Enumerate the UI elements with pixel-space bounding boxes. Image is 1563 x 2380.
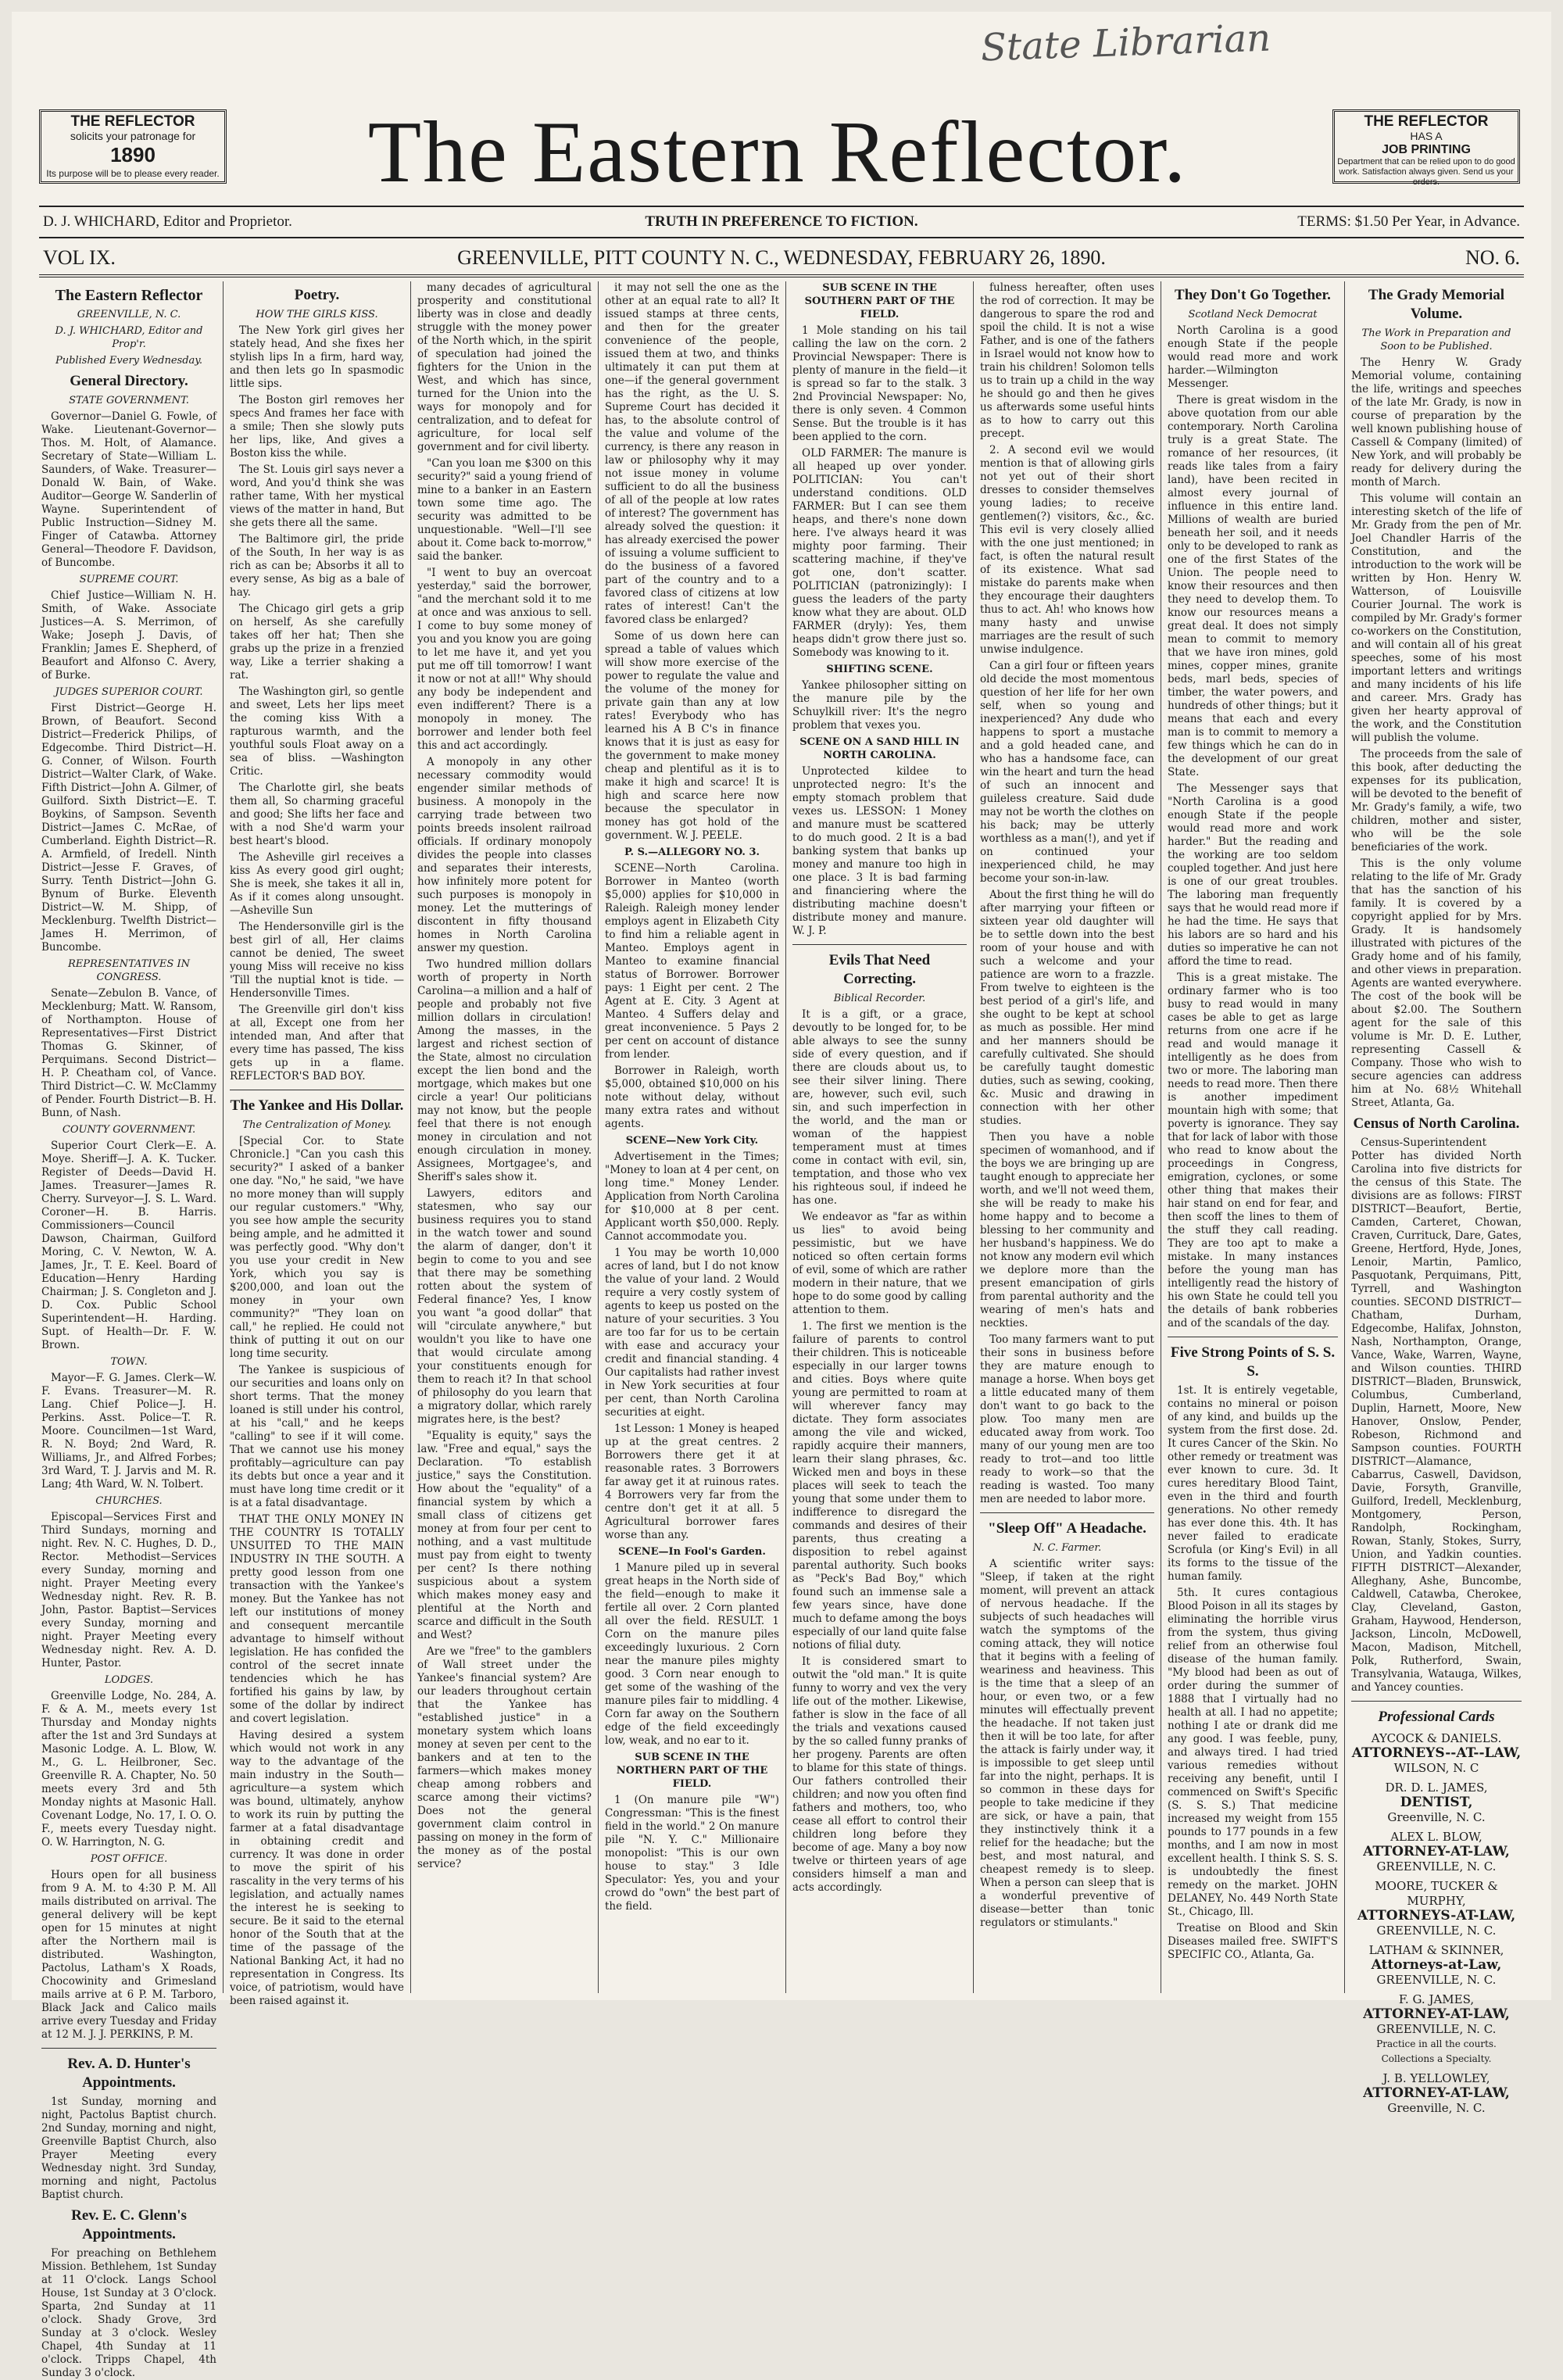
card3-title: ATTORNEY-AT-LAW, bbox=[1363, 1844, 1510, 1859]
col4-p2: Some of us down here can spread a table of values which will show more exercise of the power to regulate the value and the volume of the money for private gain than any at low rates! Everybody who has learned his A B C's in finance knows that it is just as easy for the government to make money cheap and plentiful as it is to make it high and scarce! It is high and scarce here now because the speculator in money has got hold of the government. W. J. PEELE. bbox=[605, 630, 779, 842]
col2-heading-3: The Yankee and His Dollar. bbox=[230, 1097, 404, 1114]
card-blow bbox=[1351, 1830, 1522, 1874]
col6-p4: About the first thing he will do after marrying your fifteen or sixteen year old daughter will be to settle down into the best room of your house and with such a welcome and your patience are worn to a frazzle. From twelve to eighteen is the best period of a girl's life, and she ought to be kept at school as much as possible. Her mind and her manners should be carefully cultivated. She should be carefully taught domestic duties, such as sewing, cooking, &c. Music and drawing in connection with her other studies. bbox=[980, 889, 1154, 1127]
col2-sub-3: The Centralization of Money. bbox=[242, 1119, 392, 1131]
card6-title: ATTORNEY-AT-LAW, bbox=[1363, 2006, 1510, 2022]
col8-p2: This volume will contain an interesting sketch of the life of Mr. Grady from the pen of Mr. Joel Chandler Harris of the Constitution, and the introduction to the work will be written by Hon. Henry W. Watterson, of Louisville Courier Journal. The work is compiled by Mr. Grady's former co-workers on the Constitution, and will contain all of his great speeches, some of his most important letters and writings and many incidents of his life and career. Mrs. Grady has given her hearty approval of the work, and the Constitution will publish the volume. bbox=[1351, 492, 1522, 744]
col7-sub-1: Scotland Neck Democrat bbox=[1188, 309, 1318, 320]
col1-p3: First District—George H. Brown, of Beaufort. Second District—Frederick Philips, of Edgecombe. Third District—H. G. Conner, of Wilson. Fourth District—Walter Clark, of Wake. Fifth District—John A. Gilmer, of Guilford. Sixth District—E. T. Boykins, of Sampson. Seventh District—James C. McRae, of Cumberland. Eighth District—R. A. Armfield, of Iredell. Ninth District—Jesse F. Graves, of Surry. Tenth District—John G. Bynum of Burke. Eleventh District—W. M. Shipp, of Mecklenburg. Twelfth District—James H. Merrimon, of Buncombe. bbox=[41, 702, 216, 954]
col2-p10: The Greenville girl don't kiss at all, Except one from her intended man, And after that every time has passed, The kiss gets up in a flame. REFLECTOR'S BAD BOY. bbox=[230, 1004, 404, 1083]
column-5 bbox=[785, 281, 973, 1993]
col1-p6: Mayor—F. G. James. Clerk—W. F. Evans. Treasurer—M. R. Lang. Chief Police—J. H. Perkins. Asst. Police—T. R. Moore. Councilmen—1st Ward, R. N. Boyd; 2nd Ward, R. Williams, Jr., and Alfred Forbes; 3rd Ward, T. J. Jarvis and M. R. Lang; 4th Ward, W. N. Tolbert. bbox=[41, 1372, 216, 1491]
motto: TRUTH IN PREFERENCE TO FICTION. bbox=[645, 213, 918, 230]
col2-p14: Having desired a system which would not work in any way to the advantage of the main industry in the South—agriculture—a system which was bound, ultimately, anyhow to work its ruin by putting the farmer at a fatal disadvantage in obtaining credit and currency. It was done in order to move the spirit of his rascality in the very terms of his legislation, and actually names the interest he is seeking to secure. Be it said to the eternal honor of the South that at the time of the passage of the National Banking Act, it had no representation in Congress. Its voice, of patriotism, would have been raised against it. bbox=[230, 1729, 404, 2007]
col7-heading-1: They Don't Go Together. bbox=[1175, 287, 1331, 303]
col1-heading-3: Rev. A. D. Hunter's Appointments. bbox=[67, 2056, 191, 2091]
col1-sub-t6: TOWN. bbox=[110, 1356, 148, 1368]
col6-p7: A scientific writer says: "Sleep, if taken at the right moment, will prevent an attack of nervous headache. If the subjects of such headaches will watch the symptoms of the coming attack, they will notice that it begins with a feeling of weariness and heaviness. This is the time that a sleep of an hour, or even two, or a few minutes will effectually prevent the headache. If not taken just then it will be too late, for after the attack is fairly under way, it is impossible to get sleep until far into the night, perhaps. It is so common in these days for people to take medicine if they are sick, or have a pain, that they instinctively think it a relief for the headache; but the best, and most natural, and cheapest remedy is to sleep. When a person can sleep that is a wonderful preventive of disease—better than tonic regulators or stimulants." bbox=[980, 1558, 1154, 1929]
col5-p5: It is a gift, or a grace, devoutly to be longed for, to be able always to see the sunny side of every question, and if there are clouds about us, to see their silver lining. There are, however, such evil, such sin, and such imperfection in the world, and the man or woman of the happiest temperament must at times come in contact with evil, sin, temptation, and those who vex his righteous soul, if indeed he has one. bbox=[792, 1008, 967, 1207]
col1-p5: Superior Court Clerk—E. A. Moye. Sheriff—J. A. K. Tucker. Register of Deeds—David H. James. Treasurer—James R. Cherry. Surveyor—J. S. L. Ward. Coroner—H. B. Harris. Commissioners—Council Dawson, Chairman, Guilford Moring, C. V. Newton, W. A. James, Jr., T. E. Keel. Board of Education—Henry Harding Chairman; J. S. Congleton and J. D. Cox. Public School Superintendent—H. Harding. Supt. of Health—Dr. F. W. Brown. bbox=[41, 1140, 216, 1351]
col4-p9: 1 (On manure pile "W") Congressman: "This is the finest field in the world." 2 On manure pile "N. Y. C." Millionaire monopolist: "This is our own house to stay." 3 Idle Speculator: Yes, you and your crowd do "own" the best part of the field. bbox=[605, 1794, 779, 1913]
card6-note: Practice in all the courts. Collections a Specialty. bbox=[1376, 2038, 1497, 2064]
col5-p4: Unprotected kildee to unprotected negro: It's the empty stomach problem that vexes us. LESSON: 1 Money and manure must be scattered to do much good. 2 It is a bad banking system that banks up money and manure too high in one place. 3 It is bad farming and financiering where the distributing machine doesn't distribute money and manure. W. J. P. bbox=[792, 765, 967, 937]
col3-p7: "Equality is equity," says the law. "Free and equal," says the Declaration. "To establish justice," says the Constitution. How about the "equality" of a financial system by which a small class of citizens get money at from four per cent to nothing, and a vast multitude must pay from eight to twenty per cent? Is there nothing suspicious about a system which makes money easy and plentiful at the North and scarce and difficult in the South and West? bbox=[417, 1430, 592, 1641]
col1-p7: Episcopal—Services First and Third Sundays, morning and night. Rev. N. C. Hughes, D. D., Rector. Methodist—Services every Sunday, morning and night. Prayer Meeting every Wednesday night. Rev. R. B. John, Pastor. Baptist—Services every Sunday, morning and night. Prayer Meeting every Wednesday night. Rev. A. D. Hunter, Pastor. bbox=[41, 1511, 216, 1670]
column-4 bbox=[598, 281, 785, 1993]
right-box-line4: Department that can be relied upon to do good work. Satisfaction always given. Send us your orders. bbox=[1337, 157, 1515, 187]
column-1 bbox=[35, 281, 223, 2379]
col4-heading-2: SCENE—New York City. bbox=[625, 1135, 759, 1147]
col5-heading-2: SHIFTING SCENE. bbox=[826, 664, 933, 675]
terms: TERMS: $1.50 Per Year, in Advance. bbox=[1297, 213, 1520, 230]
col1-sub-3: Published Every Wednesday. bbox=[55, 355, 203, 367]
column-8 bbox=[1344, 281, 1528, 2115]
col6-sub-1: N. C. Farmer. bbox=[1032, 1542, 1102, 1554]
col4-p8: 1 Manure piled up in several great heaps in the North side of the field—enough to make it fertile all over. 2 Corn planted all over the field. RESULT. 1 Corn on the manure piles exceedingly luxurious. 2 Corn near the manure piles mighty good. 3 Corn near enough to get some of the washing of the manure piles fair to middling. 4 Corn far away on the Southern edge of the field exceedingly low, weak, and no ear to it. bbox=[605, 1562, 779, 1747]
col1-sub-t5: COUNTY GOVERNMENT. bbox=[62, 1124, 196, 1136]
col6-sep bbox=[980, 1512, 1154, 1513]
col7-p4: This is a great mistake. The ordinary farmer who is too busy to read would in many cases be able to get as large returns from one acre if he read and would manage it intelligently as he does from two or more. The laboring man needs to read more. Then there is another impediment mountain high with some; that poverty is ignorance. They say that for lack of labor with those who read to know about the proceedings in Congress, emigration, cyclones, or some other thing that makes their hair stand on end for fear, and then scoff the lines to them of the stuff they call reading. They are too apt to make a mistake. In many instances before the young man has intelligently read the history of his own State he could tell you the details of bank robberies and of the scandals of the day. bbox=[1168, 972, 1338, 1330]
left-box-line1: THE REFLECTOR bbox=[70, 113, 195, 130]
card4-title: ATTORNEYS-AT-LAW, bbox=[1357, 1908, 1516, 1924]
col2-p13: THAT THE ONLY MONEY IN THE COUNTRY IS TOTALLY UNSUITED TO THE MAIN INDUSTRY IN THE SOUTH. A pretty good lesson from one transaction with the Yankee's money. But the Yankee has not left our institutions of money and consequent mercantile advantage to himself without legislation. He has confided the control of the secret innate tendencies which he has fortified his gains by law, by some of the dollar by indirect and covert legislation. bbox=[230, 1513, 404, 1725]
card2-title: DENTIST, bbox=[1400, 1795, 1473, 1810]
card-moore-tucker-murphy bbox=[1351, 1879, 1522, 1938]
col1-sub-t2: SUPREME COURT. bbox=[79, 574, 179, 585]
rule-top bbox=[39, 206, 1524, 207]
col2-heading-1: Poetry. bbox=[294, 287, 340, 303]
col1-p9: Hours open for all business from 9 A. M. to 4:30 P. M. All mails distributed on arrival. The general delivery will be kept open for 15 minutes at night after the Northern mail is distributed. Washington, Pactolus, Latham's X Roads, Chocowinity and Grimesland mails arrive at 6 P. M. Tarboro, Black Jack and Calico mails arrive every Tuesday and Friday at 12 M. J. J. PERKINS, P. M. bbox=[41, 1869, 216, 2041]
col5-p7: 1. The first we mention is the failure of parents to control their children. This is noticeable especially in our larger towns and cities. Boys where quite young are permitted to roam at will wherever fancy may dictate. They form associates among the vile and wicked, rapidly acquire their manners, learn their slang phrases, &c. Wicked men and boys in these places will seek to teach the young that some under them to indifference to disregard the commands and desires of their parents, thus creating a disposition to rebel against parental authority. Such books as "Peck's Bad Boy," which found such an immense sale a few years since, have done much to defame among the boys especially of our land quite false notions of filial duty. bbox=[792, 1320, 967, 1652]
col3-p2: "Can you loan me $300 on this security?" said a young friend of mine to a banker in an Eastern town some time ago. The security was admitted to be unquestionable. "Well—I'll see about it. Come back to-morrow," said the banker. bbox=[417, 457, 592, 563]
card-james-dentist bbox=[1351, 1781, 1522, 1825]
col1-p11: For preaching on Bethlehem Mission. Bethlehem, 1st Sunday at 11 O'clock. Langs School House, 1st Sunday at 3 O'clock. Sparta, 2nd Sunday at 11 o'clock. Shady Grove, 3rd Sunday at 3 o'clock. Wesley Chapel, 4th Sunday at 11 o'clock. Tripps Chapel, 4th Sunday 3 o'clock. bbox=[41, 2247, 216, 2379]
card2-place: Greenville, N. C. bbox=[1387, 1810, 1486, 1824]
card-yellowley bbox=[1351, 2071, 1522, 2116]
col5-heading-1: SUB SCENE IN THE SOUTHERN PART OF THE FIELD. bbox=[804, 282, 955, 320]
col7-p7: Treatise on Blood and Skin Diseases mailed free. SWIFT'S SPECIFIC CO., Atlanta, Ga. bbox=[1168, 1922, 1338, 1961]
col2-p4: The Baltimore girl, the pride of the South, In her way is as rich as can be; Absorbs it all to every sense, As big as a bale of hay. bbox=[230, 533, 404, 599]
col4-p3: SCENE—North Carolina. Borrower in Manteo (worth $5,000) applies for $10,000 in Raleigh. Raleigh money lender employs agent in Elizabeth City to find him a reliable agent in Manteo. Employs agent in Manteo to examine financial status of Borrower. Borrower pays: 1 Eight per cent. 2 The Agent at E. City. 3 Agent at Manteo. 4 Suffers delay and great inconvenience. 5 Pays 2 per cent on account of distance from lender. bbox=[605, 862, 779, 1061]
col3-p3: "I went to buy an overcoat yesterday," said the borrower, "and the merchant sold it to me at once and was anxious to sell. I come to buy some money of you and you know you are going to let me have it, and yet you put me off till tomorrow! I want it now or not at all!" Why should any body be independent and even indifferent? There is a monopoly in money. The borrower and lender both feel this and act accordingly. bbox=[417, 567, 592, 752]
volume: VOL IX. bbox=[43, 246, 116, 269]
card2-name: DR. D. L. JAMES, bbox=[1385, 1781, 1488, 1795]
col1-sub-t7: CHURCHES. bbox=[95, 1495, 163, 1507]
card4-place: GREENVILLE, N. C. bbox=[1376, 1924, 1497, 1938]
right-box-line2: HAS A bbox=[1410, 130, 1443, 142]
col1-sub-t4: REPRESENTATIVES IN CONGRESS. bbox=[68, 958, 190, 983]
col5-sep bbox=[792, 944, 967, 945]
col2-p1: The New York girl gives her stately head, And she fixes her stylish lips In a firm, hard way, and then lets go In spasmodic little sips. bbox=[230, 324, 404, 390]
masthead-title: The Eastern Reflector. bbox=[367, 104, 1188, 201]
col2-p9: The Hendersonville girl is the best girl of all, Her claims cannot be denied, The sweet young Miss will receive no kiss 'Till the nuptial knot is tide. —Hendersonville Times. bbox=[230, 921, 404, 1000]
col6-p2: 2. A second evil we would mention is that of allowing girls not yet out of their short dresses to consider themselves young ladies; to receive gentlemen(?) visitors, &c., &c. This evil is very closely allied with the one just mentioned; in fact, is often the natural result of its existence. What sad mistake do parents make when they encourage their daughters thus to act. Ah! who knows how many hasty and unwise marriages are the result of such unwise indulgence. bbox=[980, 444, 1154, 656]
card6-name: F. G. JAMES, bbox=[1398, 1992, 1475, 2006]
left-promo-box bbox=[39, 109, 227, 184]
col5-p8: It is considered smart to outwit the "old man." It is quite funny to worry and vex the very life out of the mother. Likewise, father is slow in the face of all the trials and vexations caused by the so called funny pranks of her progeny. Parents are often to blame for this state of things. Our fathers controlled their children; and now you often find fathers and mothers, too, who cease all effort to control their children long before they become of age. Many a boy now twelve or thirteen years of age considers himself a man and acts accordingly. bbox=[792, 1655, 967, 1894]
col7-p5: 1st. It is entirely vegetable, contains no mineral or poison of any kind, and builds up the system from the first dose. 2d. It cures Cancer of the Skin. No other remedy or treatment was ever known to cure. 3d. It cures hereditary Blood Taint, even in the third and fourth generations. No other remedy has ever done this. 4th. It has never failed to eradicate Scrofula (or King's Evil) in all its forms to the tissue of the human family. bbox=[1168, 1384, 1338, 1583]
column-2 bbox=[223, 281, 410, 2007]
col4-heading-4: SUB SCENE IN THE NORTHERN PART OF THE FIELD. bbox=[616, 1752, 768, 1790]
col1-heading-4: Rev. E. C. Glenn's Appointments. bbox=[71, 2207, 187, 2242]
card6-place: GREENVILLE, N. C. bbox=[1376, 2022, 1497, 2036]
rule-mid bbox=[39, 237, 1524, 238]
col8-sep bbox=[1351, 1701, 1522, 1702]
col1-sub-t8: LODGES. bbox=[104, 1674, 154, 1686]
col4-heading-3: SCENE—In Fool's Garden. bbox=[618, 1546, 766, 1558]
left-box-line4: Its purpose will be to please every reader. bbox=[46, 168, 220, 179]
masthead bbox=[12, 102, 1551, 203]
col3-p1: many decades of agricultural prosperity and constitutional liberty was in close and deadly struggle with the money power of the North which, in the spirit of speculation had joined the fighters for the Union in the West, and which has since, turned for the Union into the ways for monopoly and for centralization, and to defeat for agriculture, for local self government and for civil liberty. bbox=[417, 281, 592, 453]
col1-sub-t1: STATE GOVERNMENT. bbox=[69, 395, 189, 406]
col6-p3: Can a girl four or fifteen years old decide the most momentous question of her life for her own self, when so young and inexperienced? Any dude who happens to sport a mustache and a gold headed cane, and who has a handsome face, can win the heart and turn the head of such an innocent and guileless creature. Said dude may not be worth the clothes on his back; may be utterly worthless as a man(!), and yet if on continued your inexperienced child, he may become your son-in-law. bbox=[980, 660, 1154, 885]
col8-p5: Census-Superintendent Potter has divided North Carolina into five districts for the census of this State. The divisions are as follows: FIRST DISTRICT—Beaufort, Bertie, Camden, Carteret, Chowan, Craven, Currituck, Dare, Gates, Greene, Hertford, Hyde, Jones, Lenoir, Martin, Pamlico, Pasquotank, Perquimans, Pitt, Tyrrell, and Washington counties. SECOND DISTRICT—Chatham, Durham, Edgecombe, Halifax, Johnston, Nash, Northampton, Orange, Vance, Wake, Warren, Wayne, and Wilson counties. THIRD DISTRICT—Bladen, Brunswick, Columbus, Cumberland, Duplin, Harnett, Moore, New Hanover, Onslow, Pender, Robeson, Richmond and Sampson counties. FOURTH DISTRICT—Alamance, Cabarrus, Caswell, Davidson, Davie, Forsyth, Granville, Guilford, Iredell, Mecklenburg, Montgomery, Person, Randolph, Rockingham, Rowan, Stanly, Stokes, Surry, Union, and Yadkin counties. FIFTH DISTRICT—Alexander, Alleghany, Ashe, Buncombe, Caldwell, Catawba, Cherokee, Clay, Cleveland, Gaston, Graham, Haywood, Henderson, Jackson, Lincoln, McDowell, Macon, Madison, Mitchell, Polk, Rutherford, Swain, Transylvania, Watauga, Wilkes, and Yancey counties. bbox=[1351, 1136, 1522, 1694]
col2-p6: The Washington girl, so gentle and sweet, Lets her lips meet the coming kiss With a rapturous warmth, and the youthful souls Float away on a sea of bliss. —Washington Critic. bbox=[230, 685, 404, 778]
left-box-line2: solicits your patronage for bbox=[70, 130, 196, 142]
col2-p7: The Charlotte girl, she beats them all, So charming graceful and good; She lifts her face and with a nod She'd warm your best heart's blood. bbox=[230, 782, 404, 847]
col8-heading-2: Census of North Carolina. bbox=[1353, 1115, 1520, 1132]
card1-place: WILSON, N. C bbox=[1393, 1761, 1479, 1775]
col6-heading-1: "Sleep Off" A Headache. bbox=[988, 1520, 1146, 1537]
right-box-line3: JOB PRINTING bbox=[1382, 143, 1471, 156]
col1-sub-t3: JUDGES SUPERIOR COURT. bbox=[55, 686, 203, 698]
col7-p2: There is great wisdom in the above quotation from our able contemporary. North Carolina truly is a great State. The romance of her resources, (it reads like tales from a fairy land), have been recited in almost every journal of influence in this entire land. Millions of wealth are buried beneath her soil, and it needs only to be developed to rank as one of the first States of the Union. The people need to know their resources and then they need to develop them. To know our resources means a great deal. It does not simply mean to commit to memory that we have iron mines, gold mines, copper mines, granite beds, marl beds, species of timber, the water powers, and hundreds of other things; but it means that each and every man is to commit to memory a few things which he can do in the development of our great State. bbox=[1168, 394, 1338, 778]
col5-sub-4: Biblical Recorder. bbox=[833, 993, 926, 1004]
rule-bottom bbox=[39, 274, 1524, 277]
col1-heading-1: The Eastern Reflector bbox=[55, 287, 203, 304]
col4-heading-1: P. S.—ALLEGORY NO. 3. bbox=[624, 846, 760, 858]
col8-p3: The proceeds from the sale of this book, after deducting the expenses for its publication, will be devoted to the benefit of Mr. Grady's family, a wife, two children, mother and sister, who will be the sole beneficiaries of the work. bbox=[1351, 748, 1522, 854]
card-aycock-daniels bbox=[1351, 1731, 1522, 1776]
col2-p5: The Chicago girl gets a grip on herself, As she carefully takes off her hat; Then she grabs up the prize in a frenzied way, Like a terrier shaking a rat. bbox=[230, 603, 404, 682]
card5-place: GREENVILLE, N. C. bbox=[1376, 1973, 1497, 1987]
card-latham-skinner bbox=[1351, 1943, 1522, 1988]
col3-p6: Lawyers, editors and statesmen, who say our business requires you to stand in the watch tower and sound the alarm of danger, don't it begin to come to you and see that there may be something rotten about the system of Federal finance? Yes, I know you want "a good dollar" that will "circulate anywhere," but wouldn't you like to have one that would circulate among your constituents enough for them to reach it? In that school of philosophy do you learn that a migratory dollar, which rarely migrates here, is the best? bbox=[417, 1187, 592, 1426]
col7-heading-2: Five Strong Points of S. S. S. bbox=[1170, 1344, 1336, 1380]
col5-p3: Yankee philosopher sitting on the manure pile by the Schuylkill river: It's the negro problem that vexes you. bbox=[792, 679, 967, 732]
dateline: GREENVILLE, PITT COUNTY N. C., WEDNESDAY, FEBRUARY 26, 1890. bbox=[457, 246, 1106, 269]
col5-heading-4: Evils That Need Correcting. bbox=[828, 952, 931, 987]
col1-p2: Chief Justice—William N. H. Smith, of Wake. Associate Justices—A. S. Merrimon, of Wake; Joseph J. Davis, of Franklin; James E. Shepherd, of Beaufort and Alfonso C. Avery, of Burke. bbox=[41, 589, 216, 682]
col8-heading-3: Professional Cards bbox=[1378, 1709, 1495, 1725]
newspaper-page bbox=[12, 12, 1551, 2379]
col8-sub-1: The Work in Preparation and Soon to be Published. bbox=[1361, 327, 1511, 353]
col2-p8: The Asheville girl receives a kiss As every good girl ought; She is meek, she takes it all in, As if it comes along unsought. —Asheville Sun bbox=[230, 851, 404, 917]
column-6 bbox=[973, 281, 1161, 1993]
col7-p6: 5th. It cures contagious Blood Poison in all its stages by eliminating the horrible virus from the system, thus giving relief from an otherwise foul disease of the human family. "My blood had been as out of order during the summer of 1888 that I virtually had no health at all. I had no appetite; nothing I ate or drank did me any good. I was feeble, puny, and always tired. I had tried various remedies without receiving any benefit, until I commenced on Swift's Specific (S. S. S.) That medicine increased my weight from 155 pounds to 177 pounds in a few months, and I am now in most excellent health. I think S. S. S. is undoubtedly the finest remedy on the market. JOHN DELANEY, No. 449 North State St., Chicago, Ill. bbox=[1168, 1587, 1338, 1918]
col7-p3: The Messenger says that "North Carolina is a good enough State if the people would read more and work harder." But the reading and the working are too seldom coupled together. And just here is one of our great troubles. The laboring man frequently says that he would read more if he had the time. He says that his labors are so hard and his duties so imperative he can not afford the time to read. bbox=[1168, 782, 1338, 968]
card4-name: MOORE, TUCKER & MURPHY, bbox=[1375, 1879, 1498, 1908]
col2-heading-2: HOW THE GIRLS KISS. bbox=[256, 309, 378, 320]
column-7 bbox=[1161, 281, 1344, 1993]
col1-p4: Senate—Zebulon B. Vance, of Mecklenburg; Matt. W. Ransom, of Northampton. House of Representatives—First District Thomas G. Skinner, of Perquimans. Second District—H. P. Cheatham col, of Vance. Third District—C. W. McClammy of Pender. Fourth District—B. H. Bunn, of Nash. bbox=[41, 987, 216, 1119]
col3-p4: A monopoly in any other necessary commodity would engender similar methods of business. A monopoly in the carrying trade between two points breeds insolent railroad officials. If ordinary monopoly divides the people into classes and separates their interests, how infinitely more potent for such purposes is monopoly in money. Let the mutterings of discontent in fifty thousand homes in North Carolina answer my question. bbox=[417, 756, 592, 954]
col2-p2: The Boston girl removes her specs And frames her face with a smile; Then she slowly puts her lips, like, And gives a Boston kiss the while. bbox=[230, 394, 404, 460]
col8-heading-1: The Grady Memorial Volume. bbox=[1368, 287, 1505, 322]
card7-title: ATTORNEY-AT-LAW, bbox=[1363, 2085, 1510, 2101]
col1-p10: 1st Sunday, morning and night, Pactolus Baptist church. 2nd Sunday, morning and night, Greenville Baptist Church, also Prayer Meeting every Wednesday night. 3rd Sunday, morning and night, Pactolus Baptist church. bbox=[41, 2095, 216, 2201]
editor-line: D. J. WHICHARD, Editor and Proprietor. bbox=[43, 213, 292, 230]
card3-place: GREENVILLE, N. C. bbox=[1376, 1859, 1497, 1874]
card5-title: Attorneys-at-Law, bbox=[1371, 1957, 1502, 1973]
col8-p4: This is the only volume relating to the life of Mr. Grady that has the sanction of his family. It is covered by a copyright applied for by Mrs. Grady. It is handsomely illustrated with pictures of the Grady home and of his family, and other views in preparation. Agents are wanted everywhere. The cost of the book will be about $2.00. The Southern agent for the sale of this volume is Mr. D. E. Luther, representing Cassell & Company. Those who wish to secure agencies can address him at No. 68½ Whitehall Street, Atlanta, Ga. bbox=[1351, 857, 1522, 1109]
col1-sub-t9: POST OFFICE. bbox=[90, 1853, 168, 1865]
col2-p3: The St. Louis girl says never a word, And you'd think she was rather tame, With her mystical views of the matter in hand, But she gets there all the same. bbox=[230, 463, 404, 529]
col3-p5: Two hundred million dollars worth of property in North Carolina—a million and a half of people and probably not five million dollars in circulation! Among the masses, in the largest and richest section of the State, almost no circulation except the lien bond and the mortgage, which makes but one circle a year! Our politicians may not know, but the people feel that there is not enough money in circulation and not enough circulation in money. Assignees, Mortgagee's, and Sheriff's sales show it. bbox=[417, 958, 592, 1183]
right-promo-box bbox=[1332, 109, 1520, 187]
columns bbox=[35, 281, 1528, 2379]
issue-number: NO. 6. bbox=[1465, 246, 1520, 269]
handwritten-note: State Librarian bbox=[980, 16, 1272, 70]
col2-p11: [Special Cor. to State Chronicle.] "Can you cash this security?" I asked of a banker one day. "No," he said, "we have no more money than will supply our regular customers." "Why, you see how ample the security being ample, and he admitted it was perfectly good. "Why don't you use your credit in New York, which you say is $200,000, and loan out the money in your own community?" "They loan on call," he replied. He could not think of putting it out on our long time security. bbox=[230, 1135, 404, 1360]
col5-p6: We endeavor as "far as within us lies" to avoid being pessimistic, but we have noticed so often certain forms of evil, some of which are rather modern in their nature, that we hope to do some good by calling attention to them. bbox=[792, 1211, 967, 1316]
col5-p1: 1 Mole standing on his tail calling the law on the corn. 2 Provincial Newspaper: There is plenty of manure in the field—it is spread so far to the stalk. 3 2nd Provincial Newspaper: No, there is only seven. 4 Common Sense. But the trouble is it has been applied to the corn. bbox=[792, 324, 967, 443]
col5-heading-3: SCENE ON A SAND HILL IN NORTH CAROLINA. bbox=[799, 736, 960, 761]
col6-p1: fulness hereafter, often uses the rod of correction. It may be dangerous to spare the rod and spoil the child. It is not a wise Father, and is one of the fathers in Israel would not know how to train his children! Solomon tells us to train up a child in the way he should go and then he gives us afterwards some useful hints as to how to carry out this precept. bbox=[980, 281, 1154, 440]
right-box-line1: THE REFLECTOR bbox=[1364, 113, 1489, 130]
card5-name: LATHAM & SKINNER, bbox=[1368, 1943, 1504, 1957]
col4-p6: 1 You may be worth 10,000 acres of land, but I do not know the value of your land. 2 Would require a very costly system of agents to keep us posted on the nature of your securities. 3 You are too far for us to be certain with ease and accuracy your credit and financial standing. 4 Our capitalists had rather invest in New York securities at four per cent, than North Carolina securities at eight. bbox=[605, 1247, 779, 1419]
card1-name: AYCOCK & DANIELS. bbox=[1371, 1731, 1502, 1745]
col1-sub-2: D. J. WHICHARD, Editor and Prop'r. bbox=[55, 325, 203, 350]
col1-heading-2: General Directory. bbox=[70, 373, 188, 389]
col1-sep bbox=[41, 2048, 216, 2049]
col2-p12: The Yankee is suspicious of our securities and loans only on short terms. That the money loaned is still under his control, at his "call," and he keeps "calling" to see if it will come. That we cannot use his money profitably—agriculture can pay its debts but once a year and it must have long time credit or it is at a fatal disadvantage. bbox=[230, 1364, 404, 1509]
col1-p8: Greenville Lodge, No. 284, A. F. & A. M., meets every 1st Thursday and Monday nights after the 1st and 3rd Sundays at Masonic Lodge. A. L. Blow, W. M., G. L. Heilbroner, Sec. Greenville R. A. Chapter, No. 50 meets every 3rd and 5th Monday nights at Masonic Hall. Covenant Lodge, No. 17, I. O. O. F., meets every Tuesday night. O. W. Harrington, N. G. bbox=[41, 1690, 216, 1849]
col6-p6: Too many farmers want to put their sons in business before they are mature enough to manage a horse. When boys get a little educated many of them don't want to go back to the plow. Too many men are educated away from work. Too many of our young men are too ready to trot—and too little ready to work—so that the reading is wasted. Too many men are needed to labor more. bbox=[980, 1333, 1154, 1505]
col7-p1: North Carolina is a good enough State if the people would read more and work harder.—Wilmington Messenger. bbox=[1168, 324, 1338, 390]
card1-title: ATTORNEYS--AT--LAW, bbox=[1351, 1745, 1522, 1761]
card7-name: J. B. YELLOWLEY, bbox=[1382, 2071, 1490, 2085]
col4-p5: Advertisement in the Times; "Money to loan at 4 per cent, on long time." Money Lender. Application from North Carolina for $10,000 at 8 per cent. Applicant worth $50,000. Reply. Cannot accommodate you. bbox=[605, 1151, 779, 1243]
left-box-line3: 1890 bbox=[110, 143, 156, 166]
col4-p4: Borrower in Raleigh, worth $5,000, obtained $10,000 on his note without delay, without many extra rates and without agents. bbox=[605, 1065, 779, 1130]
col4-p1: it may not sell the one as the other at an equal rate to all? It issued stamps at three cents, and then for the greater convenience of the people, issued them at two, and thinks ultimately it can put them at one—if the general government has the right, as the U. S. Supreme Court has decided it has, to the absolute control of the value and volume of the currency, is there any reason in law or philosophy why it may not issue money in volume sufficient to do all the business of all of the people at low rates of interest? The government has already solved the question: it has already exercised the power of issuing a volume sufficient to do the business of a favored part of the country and to a favored class of citizens at low rates of interest! Can't the favored class be enlarged? bbox=[605, 281, 779, 626]
col1-sub-1: GREENVILLE, N. C. bbox=[77, 309, 181, 320]
col3-p8: Are we "free" to the gamblers of Wall street under the Yankee's financial system? Are our leaders throughout certain that the Yankee has "established justice" in a monetary system which loans money at seven per cent to the bankers and at ten to the farmers—which makes money cheap among robbers and scarce among their victims? Does not the general government claim control in passing on money in the form of the money as of the postal service? bbox=[417, 1645, 592, 1870]
col1-p1: Governor—Daniel G. Fowle, of Wake. Lieutenant-Governor—Thos. M. Holt, of Alamance. Secretary of State—William L. Saunders, of Wake. Treasurer—Donald W. Bain, of Wake. Auditor—George W. Sanderlin of Wayne. Superintendent of Public Instruction—Sidney M. Finger of Catawba. Attorney General—Theodore F. Davidson, of Buncombe. bbox=[41, 410, 216, 569]
col8-p1: The Henry W. Grady Memorial volume, containing the life, writings and speeches of the late Mr. Grady, is now in course of preparation by the well known publishing house of Cassell & Company (limited) of New York, and will probably be ready for delivery during the month of March. bbox=[1351, 356, 1522, 489]
card7-place: Greenville, N. C. bbox=[1387, 2101, 1486, 2115]
column-3 bbox=[410, 281, 598, 1993]
col5-p2: OLD FARMER: The manure is all heaped up over yonder. POLITICIAN: You can't understand conditions. OLD FARMER: But I can see them heaps, and there's none down here. I've always heard it was mighty poor farming. Their scattering machine, if they've got one, don't scatter. POLITICIAN (patronizingly): I guess the leaders of the party know what they are about. OLD FARMER (dryly): Yes, them heaps didn't grow there just so. Somebody was knowing to it. bbox=[792, 447, 967, 659]
col4-p7: 1st Lesson: 1 Money is heaped up at the great centres. 2 Borrowers there get it at reasonable rates. 3 Borrowers far away get it at ruinous rates. 4 Borrowers very far from the centre don't get it at all. 5 Agricultural borrower fares worse than any. bbox=[605, 1423, 779, 1541]
col6-p5: Then you have a noble specimen of womanhood, and if the boys we are bringing up are taught enough to appreciate her worth, and we'll not weed them, she will be ready to make his home happy and to become a blessing to her community and her husband's happiness. We do not know any modern evil which we deplore more than the present emancipation of girls from parental authority and the wearing of men's hats and neckties. bbox=[980, 1131, 1154, 1330]
card-fg-james bbox=[1351, 1992, 1522, 2067]
card3-name: ALEX L. BLOW, bbox=[1390, 1830, 1483, 1844]
